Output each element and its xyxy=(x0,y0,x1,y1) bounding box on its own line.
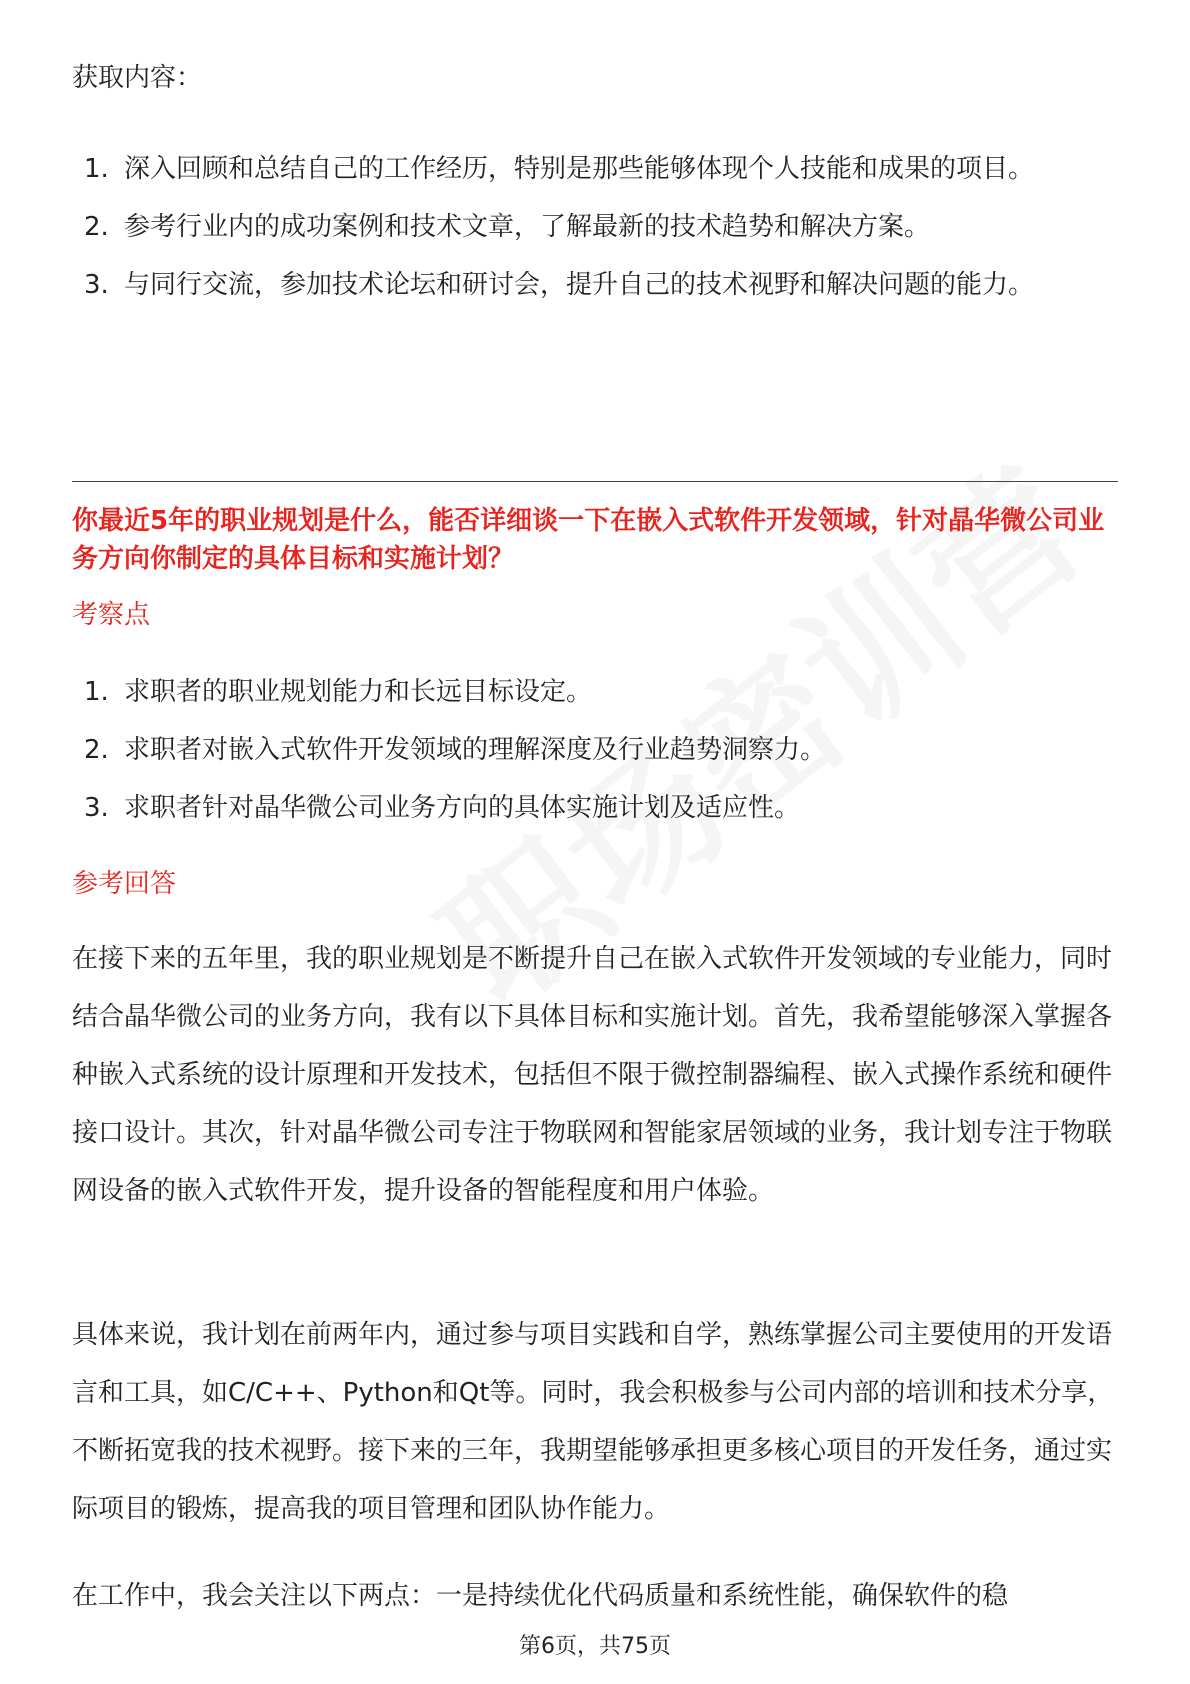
answer-title: 参考回答 xyxy=(72,869,177,899)
exam-points-title: 考察点 xyxy=(72,600,151,630)
answer-paragraph: 具体来说，我计划在前两年内，通过参与项目实践和自学，熟练掌握公司主要使用的开发语言和工具，如C/C++、Python和Qt等。同时，我会积极参与公司内部的培训和技术分享，不断拓宽我的技术视野。接下来的三年，我期望能够承担更多核心项目的开发任务，通过实际项目的锻炼，提高我的项目管理和团队协作能力。 xyxy=(72,1320,1114,1524)
intro-list xyxy=(72,140,1082,314)
list-item: 3. 求职者针对晶华微公司业务方向的具体实施计划及适应性。 xyxy=(84,793,801,823)
answer-paragraph: 在接下来的五年里，我的职业规划是不断提升自己在嵌入式软件开发领域的专业能力，同时结合晶华微公司的业务方向，我有以下具体目标和实施计划。首先，我希望能够深入掌握各种嵌入式系统的设计原理和开发技术，包括但不限于微控制器编程、嵌入式操作系统和硬件接口设计。其次，针对晶华微公司专注于物联网和智能家居领域的业务，我计划专注于物联网设备的嵌入式软件开发，提升设备的智能程度和用户体验。 xyxy=(72,944,1113,1206)
question-heading: 你最近5年的职业规划是什么，能否详细谈一下在嵌入式软件开发领域，针对晶华微公司业务方向你制定的具体目标和实施计划？ xyxy=(72,506,1105,574)
list-item: 1. 深入回顾和总结自己的工作经历，特别是那些能够体现个人技能和成果的项目。 xyxy=(84,154,1035,184)
answer-paragraph: 在工作中，我会关注以下两点：一是持续优化代码质量和系统性能，确保软件的稳 xyxy=(72,1581,1009,1611)
exam-points-list xyxy=(72,663,1082,837)
list-item: 1. 求职者的职业规划能力和长远目标设定。 xyxy=(84,677,593,707)
list-item: 3. 与同行交流，参加技术论坛和研讨会，提升自己的技术视野和解决问题的能力。 xyxy=(84,270,1035,300)
list-item: 2. 参考行业内的成功案例和技术文章，了解最新的技术趋势和解决方案。 xyxy=(84,212,931,242)
section-divider xyxy=(72,481,1118,482)
list-item: 2. 求职者对嵌入式软件开发领域的理解深度及行业趋势洞察力。 xyxy=(84,735,827,765)
page-footer: 第6页，共75页 xyxy=(519,1634,671,1659)
intro-label: 获取内容： xyxy=(72,63,203,93)
